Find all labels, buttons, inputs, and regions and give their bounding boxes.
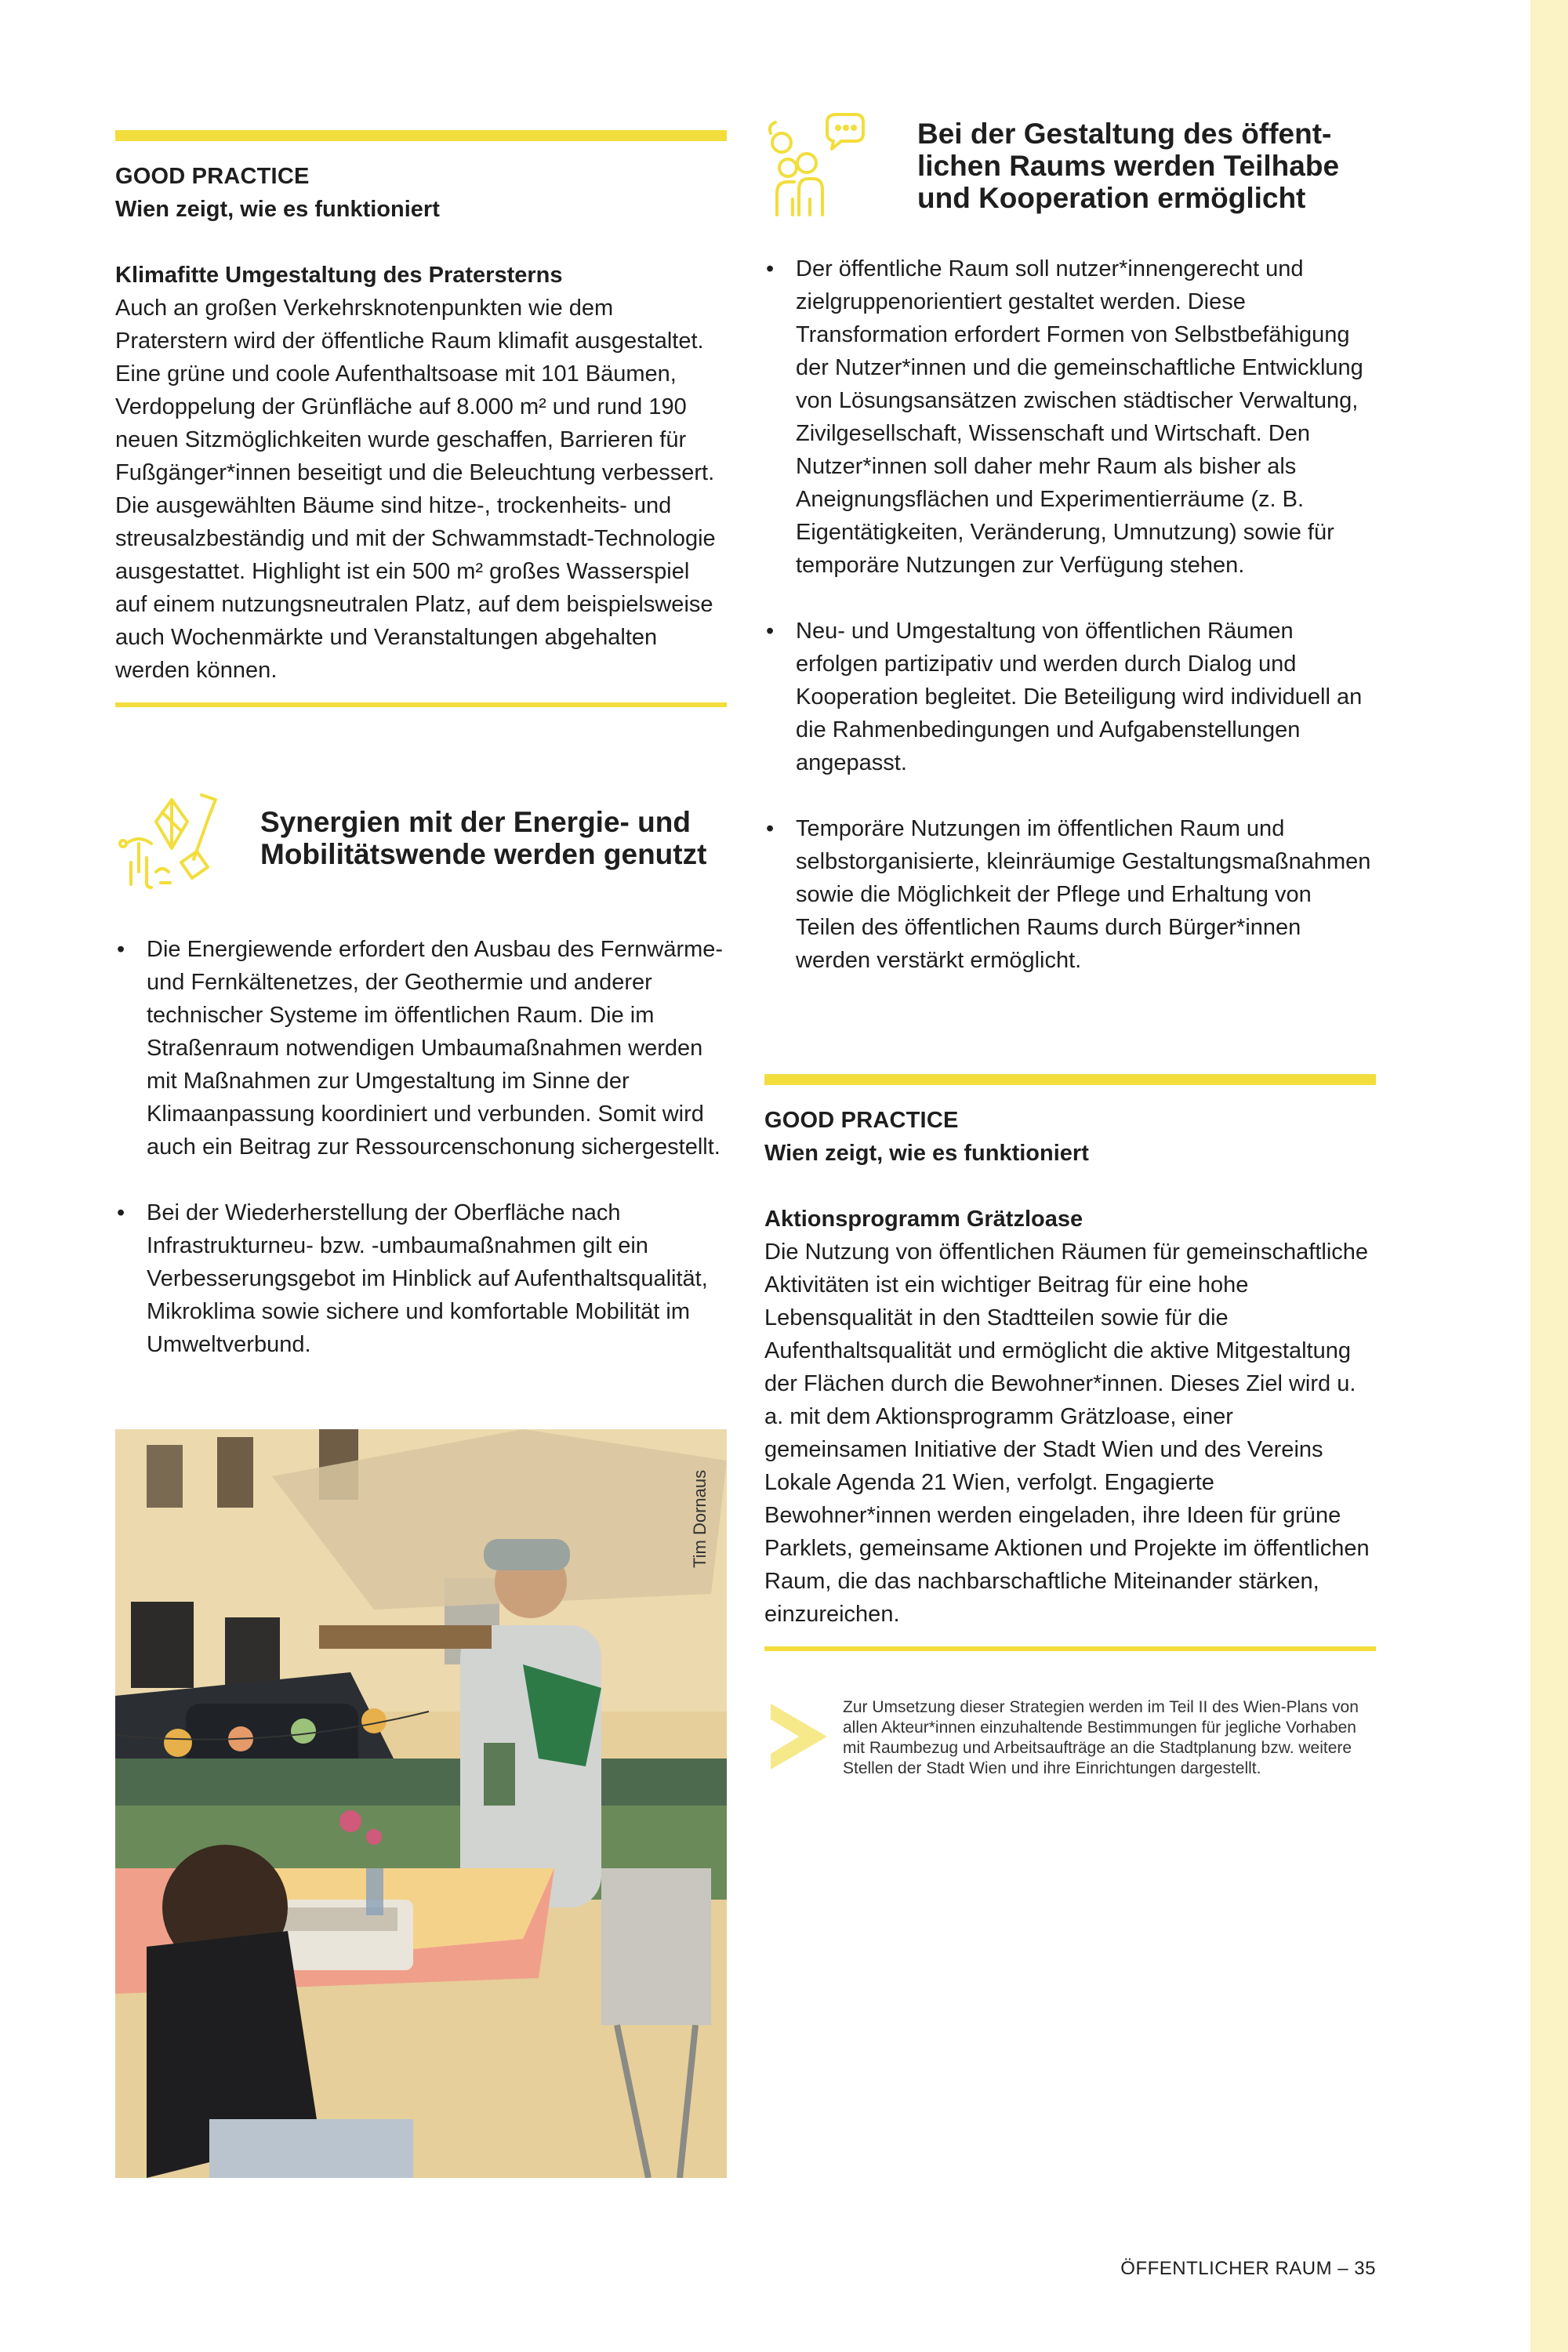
list-item: • Der öffentliche Raum soll nutzer*innengerecht und zielgruppenorientiert gestaltet werden. Diese Transformation erfordert Formen von Selbstbefähigung der Nutzer*innen und die gemeinschaftliche Entwicklung von Lösungsansätzen zwischen städtischer Verwaltung, Zivilgesellschaft, Wissenschaft und Wirtschaft. Den Nutzer*innen soll daher mehr Raum als bisher als Aneignungsflächen und Experimentierräume (z. B. Eigentätigkeiten, Veränderung, Umnutzung) sowie für temporäre Nutzungen zur Verfügung stehen. — [764, 252, 1376, 582]
parklet-photo — [115, 1429, 727, 2178]
note-text: Zur Umsetzung dieser Strategien werden im Teil II des Wien-Plans von allen Akteur*innen einzuhaltende Bestimmungen für jegliche Vorhaben mit Raumbezug und Arbeitsaufträge an die Stadtplanung bzw. weitere Stellen der Stadt Wien und ihre Einrichtungen dargestellt. — [843, 1698, 1359, 1777]
good-practice-body: Auch an großen Verkehrsknotenpunkten wie dem Praterstern wird der öffentliche Raum klimafit ausgestaltet. Eine grüne und coole Aufenthaltsoase mit 101 Bäumen, Verdoppelung der Grünfläche auf 8.000 m² und rund 190 neuen Sitzmöglichkeiten wurde geschaffen, Barrieren für Fußgänger*innen beseitigt und die Beleuchtung verbessert. Die ausgewählten Bäume sind hitze-, trockenheits- und streusalzbeständig und mit der Schwammstadt-Technologie ausgestattet. Highlight ist ein 500 m² großes Wasserspiel auf einem nutzungsneutralen Platz, auf dem beispielsweise auch Wochenmärkte und Veranstaltungen abgehalten werden können. — [115, 296, 716, 683]
good-practice-kicker: GOOD PRACTICE — [764, 1108, 959, 1133]
good-practice-box-2 — [764, 1074, 1376, 1651]
list-item: • Temporäre Nutzungen im öffentlichen Raum und selbstorganisierte, kleinräumige Gestaltungsmaßnahmen sowie die Möglichkeit der Pflege und Erhaltung von Teilen des öffentlichen Raums durch Bürger*innen werden verstärkt ermöglicht. — [764, 812, 1376, 977]
energy-mobility-icon — [115, 784, 260, 902]
divider-bottom — [115, 702, 727, 707]
good-practice-subtitle: Wien zeigt, wie es funktioniert — [115, 197, 440, 222]
good-practice-body: Die Nutzung von öffentlichen Räumen für gemeinschaftliche Aktivitäten ist ein wichtiger Beitrag für eine hohe Lebensqualität in den Stadtteilen sowie für die Aufenthaltsqualität und ermöglicht die aktive Mitgestaltung der Flächen durch die Bewohner*innen. Dieses Ziel wird u. a. mit dem Aktionsprogramm Grätzloase, einer gemeinsamen Initiative der Stadt Wien und des Vereins Lokale Agenda 21 Wien, verfolgt. Engagierte Bewohner*innen werden eingeladen, ihre Ideen für grüne Parklets, gemeinsame Aktionen und Projekte im öffentlichen Raum, die das nachbarschaftliche Miteinander stärken, einzureichen. — [764, 1240, 1370, 1627]
participation-icon — [764, 111, 917, 229]
page-footer: ÖFFENTLICHER RAUM – 35 — [1120, 2258, 1376, 2279]
photo-credit-text: Tim Dornaus — [690, 1469, 710, 1568]
list-item: • Neu- und Umgestaltung von öffentlichen Räumen erfolgen partizipativ und werden durch Dialog und Kooperation begleitet. Die Beteiligung wird individuell an die Rahmenbedingungen und Aufgabenstellungen angepasst. — [764, 615, 1376, 779]
synergies-section — [115, 784, 727, 1394]
synergies-header — [115, 784, 727, 902]
chevron-right-icon — [764, 1697, 843, 1780]
good-practice-kicker: GOOD PRACTICE — [115, 164, 310, 189]
good-practice-title: Aktionsprogramm Grätzloase — [764, 1207, 1083, 1232]
divider-top — [764, 1074, 1376, 1085]
participation-section — [764, 111, 1376, 1010]
list-item: • Die Energiewende erfordert den Ausbau des Fernwärme- und Fernkältenetzes, der Geothermie und anderer technischer Systeme im öffentlichen Raum. Die im Straßenraum notwendigen Umbaumaßnahmen werden mit Maßnahmen zur Umgestaltung im Sinne der Klimaanpassung koordiniert und verbunden. Somit wird auch ein Beitrag zur Ressourcenschonung sichergestellt. — [115, 933, 727, 1163]
synergies-bullets — [115, 933, 727, 1361]
synergies-title: Synergien mit der Energie- und Mobilitätswende werden genutzt — [260, 806, 707, 870]
good-practice-title: Klimafitte Umgestaltung des Pratersterns — [115, 263, 563, 288]
photo-credit — [690, 1458, 715, 1568]
side-stripe — [1530, 0, 1568, 2352]
list-item: • Bei der Wiederherstellung der Oberfläche nach Infrastrukturneu- bzw. -umbaumaßnahmen gilt ein Verbesserungsgebot im Hinblick auf Aufenthaltsqualität, Mikroklima sowie sichere und komfortable Mobilität im Umweltverbund. — [115, 1196, 727, 1361]
good-practice-box-1 — [115, 130, 727, 707]
participation-bullets — [764, 252, 1376, 977]
participation-title: Bei der Gestaltung des öffentlichen Raums werden Teilhabe und Kooperation ermöglicht — [917, 118, 1340, 214]
good-practice-subtitle: Wien zeigt, wie es funktioniert — [764, 1141, 1089, 1166]
divider-top — [115, 130, 727, 141]
participation-header — [764, 111, 1376, 229]
implementation-note — [764, 1697, 1376, 1780]
divider-bottom — [764, 1646, 1376, 1651]
